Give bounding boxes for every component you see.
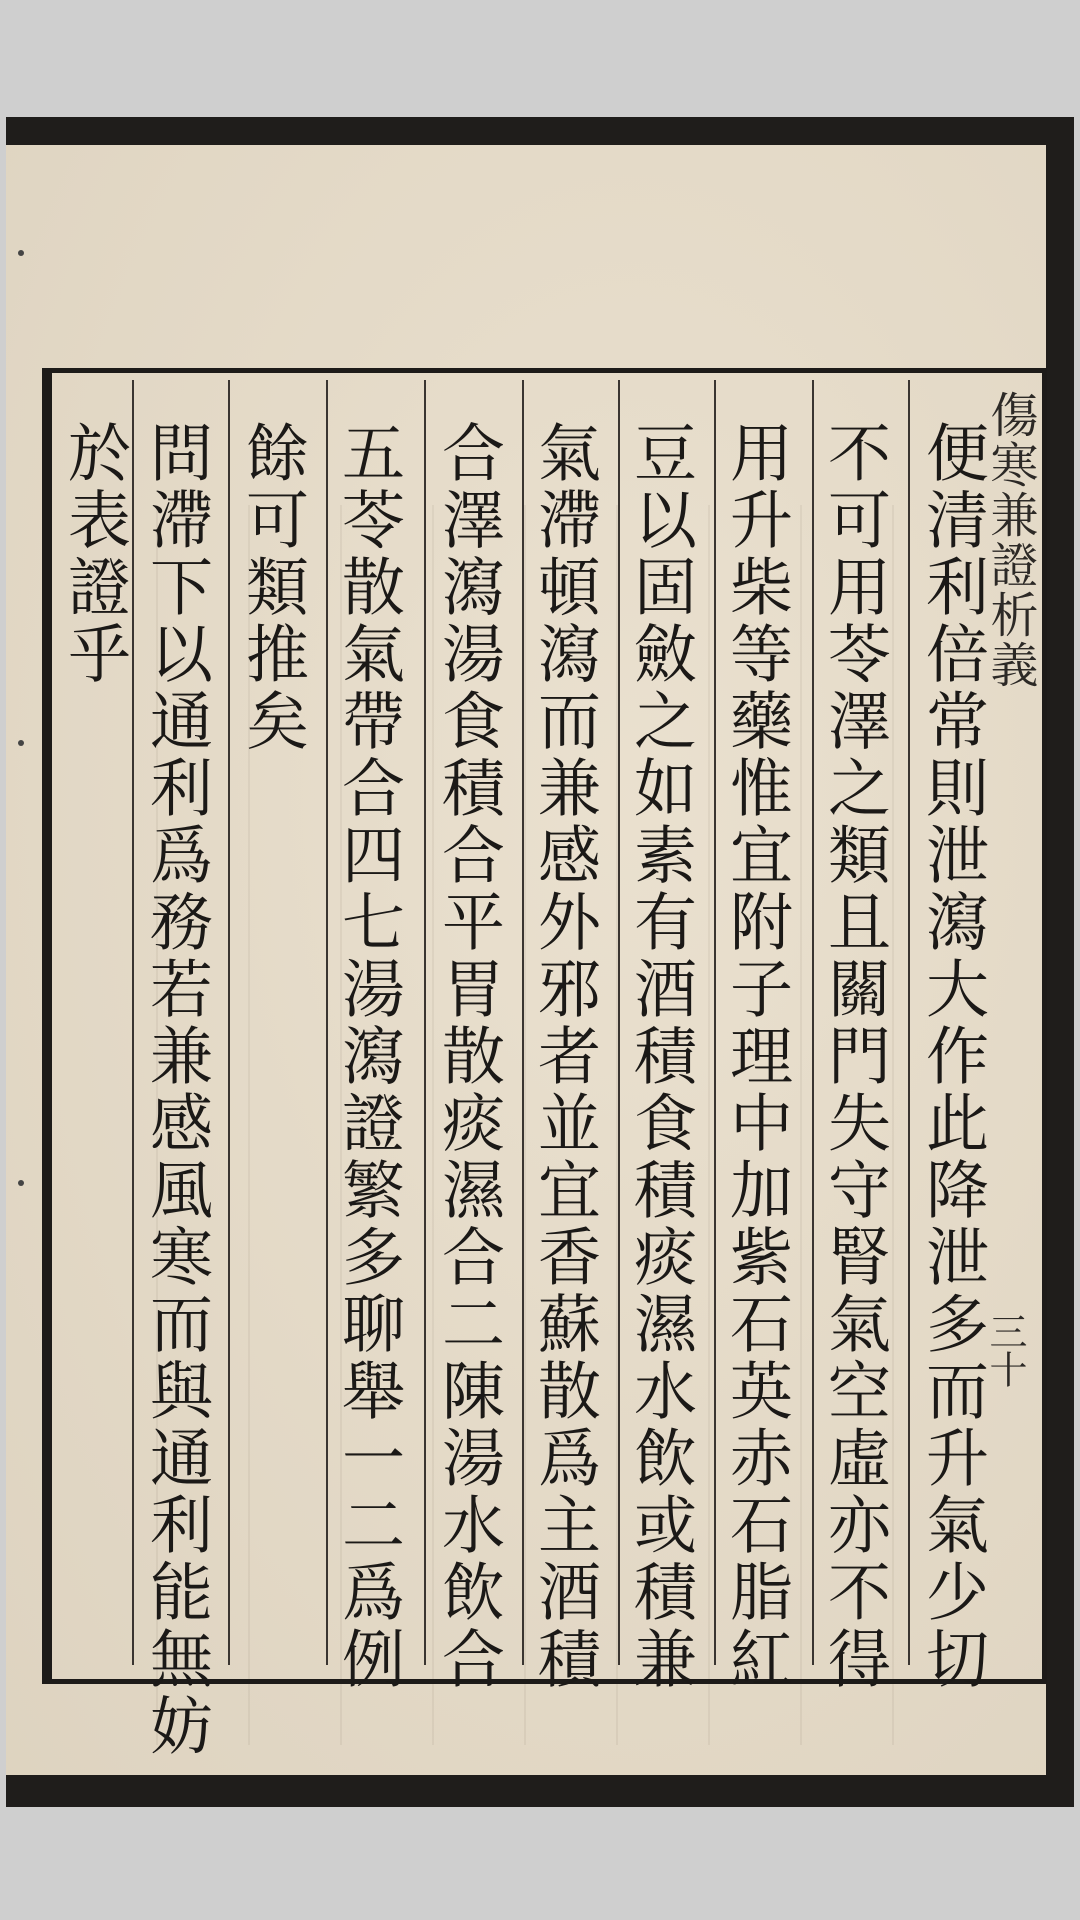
column-rule	[228, 380, 230, 1665]
text-column-9: 問滯下以通利爲務若兼感風寒而與通利能無妨	[140, 420, 213, 1760]
text-column-8: 餘可類推矣	[236, 420, 309, 755]
text-column-10: 於表證乎	[58, 420, 131, 688]
page-number: 三十	[983, 1312, 1027, 1388]
text-column-1: 便清利倍常則泄瀉大作此降泄多而升氣少切	[916, 420, 989, 1693]
text-column-7: 五苓散氣帶合四七湯瀉證繁多聊舉一二爲例	[332, 420, 405, 1693]
column-rule	[908, 380, 910, 1665]
text-column-5: 氣滯頓瀉而兼感外邪者並宜香蘇散爲主酒積	[528, 420, 601, 1693]
binding-hole	[18, 1180, 24, 1186]
column-rule	[424, 380, 426, 1665]
text-column-6: 合澤瀉湯食積合平胃散痰濕合二陳湯水飲合	[432, 420, 505, 1693]
book-title: 傷寒兼證析義	[982, 390, 1038, 690]
text-column-3: 用升柴等藥惟宜附子理中加紫石英赤石脂紅	[720, 420, 793, 1693]
binding-hole	[18, 250, 24, 256]
text-column-2: 不可用苓澤之類且關門失守腎氣空虛亦不得	[818, 420, 891, 1693]
binding-hole	[18, 740, 24, 746]
text-column-4: 豆以固斂之如素有酒積食積痰濕水飲或積兼	[624, 420, 697, 1693]
